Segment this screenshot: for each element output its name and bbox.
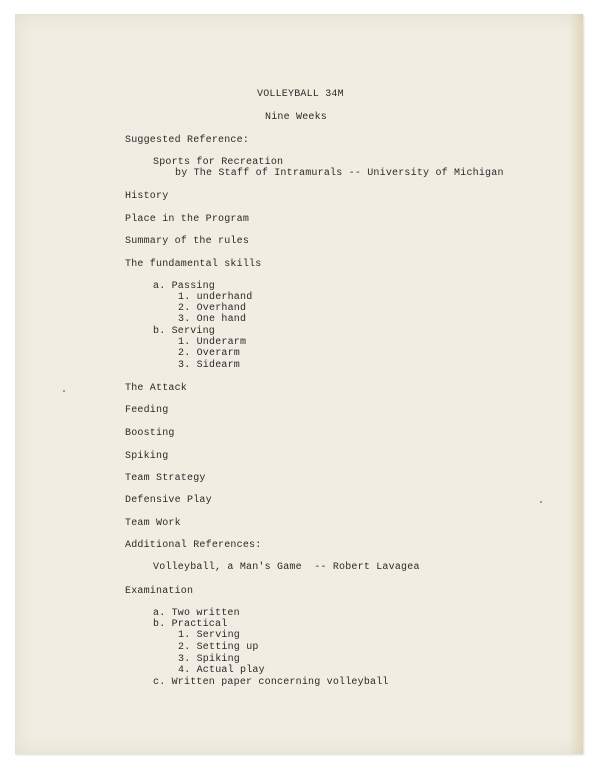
passing-subitem: 2. Overhand [178, 303, 247, 314]
passing-item: a. Passing [153, 281, 216, 292]
serving-item: b. Serving [153, 326, 216, 337]
paper-edge [569, 14, 583, 754]
reference-book-title: Sports for Recreation [153, 157, 284, 168]
passing-subitem: 3. One hand [178, 314, 247, 325]
document-title: VOLLEYBALL 34M [257, 89, 344, 100]
suggested-reference-heading: Suggested Reference: [125, 135, 250, 146]
exam-item: b. Practical [153, 619, 228, 630]
boosting-heading: Boosting [125, 428, 175, 439]
feeding-heading: Feeding [125, 405, 169, 416]
exam-item: a. Two written [153, 608, 240, 619]
defensive-play-heading: Defensive Play [125, 495, 212, 506]
paper-speck [63, 390, 65, 392]
paper-speck [540, 501, 542, 503]
additional-references-heading: Additional References: [125, 540, 262, 551]
passing-subitem: 1. underhand [178, 292, 253, 303]
team-work-heading: Team Work [125, 518, 181, 529]
reference-book-author: by The Staff of Intramurals -- University of Michigan [175, 168, 504, 179]
paper-page [15, 14, 583, 754]
place-heading: Place in the Program [125, 214, 250, 225]
exam-subitem: 2. Setting up [178, 642, 259, 653]
exam-subitem: 1. Serving [178, 630, 241, 641]
spiking-heading: Spiking [125, 451, 169, 462]
exam-item: c. Written paper concerning volleyball [153, 677, 389, 688]
examination-heading: Examination [125, 586, 194, 597]
fundamental-skills-heading: The fundamental skills [125, 259, 262, 270]
team-strategy-heading: Team Strategy [125, 473, 206, 484]
exam-subitem: 4. Actual play [178, 665, 265, 676]
summary-heading: Summary of the rules [125, 236, 250, 247]
serving-subitem: 3. Sidearm [178, 360, 241, 371]
serving-subitem: 1. Underarm [178, 337, 247, 348]
attack-heading: The Attack [125, 383, 188, 394]
additional-reference-item: Volleyball, a Man's Game -- Robert Lavagea [153, 562, 420, 573]
exam-subitem: 3. Spiking [178, 654, 241, 665]
history-heading: History [125, 191, 169, 202]
document-subtitle: Nine Weeks [265, 112, 328, 123]
serving-subitem: 2. Overarm [178, 348, 241, 359]
